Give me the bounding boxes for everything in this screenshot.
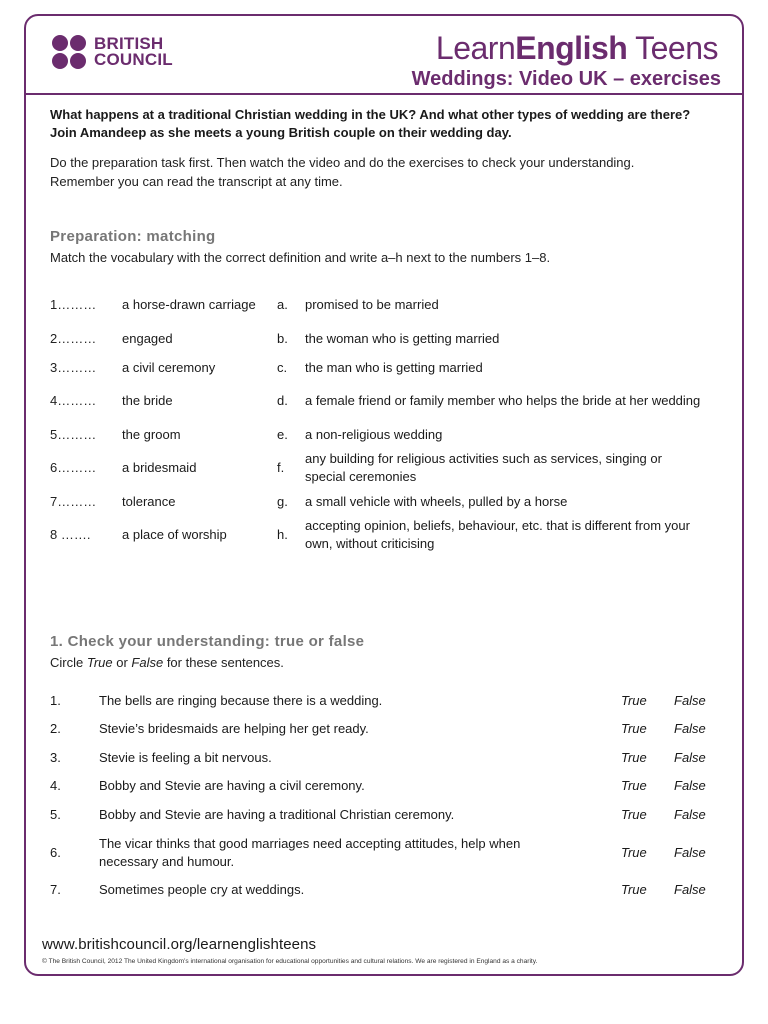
matching-letter: h. [277, 527, 288, 542]
statement-text: Sometimes people cry at weddings. [99, 881, 305, 897]
intro-text [50, 153, 720, 191]
logo-line1: BRITISH [94, 34, 164, 53]
check-title: 1. Check your understanding: true or false [50, 633, 365, 650]
intro-line1: Do the preparation task first. Then watch the video and do the exercises to check your understanding. [50, 155, 635, 170]
matching-number[interactable]: 3……… [50, 359, 97, 375]
matching-definition: accepting opinion, beliefs, behaviour, etc. that is different from your own, without criticising [305, 518, 690, 551]
statement-number: 2. [50, 721, 61, 736]
statement-number: 1. [50, 692, 61, 708]
matching-term: a bridesmaid [122, 460, 197, 475]
matching-row [50, 449, 730, 487]
true-option[interactable]: True [621, 778, 647, 793]
true-option[interactable]: True [621, 844, 647, 860]
matching-row [50, 516, 730, 554]
matching-row [50, 487, 730, 516]
matching-letter: c. [277, 359, 288, 375]
statement-text: The vicar thinks that good marriages need accepting attitudes, help when necessary and humour. [99, 835, 521, 869]
statement-text: Bobby and Stevie are having a civil ceremony. [99, 778, 365, 793]
false-option[interactable]: False [674, 778, 706, 793]
statement-text: Stevie is feeling a bit nervous. [99, 749, 272, 765]
check-instruction-false: False [131, 655, 164, 670]
matching-letter: b. [277, 330, 288, 346]
british-council-logo [52, 35, 173, 69]
intro-line2: Remember you can read the transcript at any time. [50, 174, 343, 189]
matching-number[interactable]: 8 ……. [50, 527, 91, 542]
matching-number[interactable]: 6……… [50, 460, 97, 475]
matching-row [50, 286, 730, 324]
matching-definition: promised to be married [305, 297, 439, 312]
statement-text: The bells are ringing because there is a wedding. [99, 692, 383, 708]
preparation-title: Preparation: matching [50, 228, 216, 245]
brand-teens: Teens [627, 30, 718, 66]
matching-term: the bride [122, 393, 173, 408]
matching-letter: f. [277, 460, 285, 475]
statement-number: 7. [50, 881, 61, 897]
british-council-dots-icon [52, 35, 88, 69]
false-option[interactable]: False [674, 692, 706, 708]
logo-line2: COUNCIL [94, 50, 173, 69]
true-false-row [50, 876, 730, 903]
matching-row [50, 420, 730, 449]
matching-definition: the man who is getting married [305, 359, 483, 375]
matching-letter: d. [277, 393, 288, 408]
statement-text: Bobby and Stevie are having a traditional Christian ceremony. [99, 806, 455, 822]
matching-definition: a non-religious wedding [305, 426, 443, 442]
check-instruction-true: True [86, 655, 113, 670]
statement-number: 5. [50, 806, 61, 822]
false-option[interactable]: False [674, 881, 706, 897]
false-option[interactable]: False [674, 749, 706, 765]
matching-letter: a. [277, 297, 288, 312]
false-option[interactable]: False [674, 844, 706, 860]
matching-term: a civil ceremony [122, 359, 216, 375]
brand-english: English [515, 30, 628, 66]
matching-term: engaged [122, 330, 173, 346]
brand-learn: Learn [435, 30, 516, 66]
false-option[interactable]: False [674, 721, 706, 736]
true-false-row [50, 800, 730, 829]
matching-number[interactable]: 4……… [50, 393, 97, 408]
check-instruction [50, 655, 284, 670]
matching-letter: e. [277, 426, 288, 442]
true-false-row [50, 686, 730, 715]
preparation-instruction: Match the vocabulary with the correct definition and write a–h next to the numbers 1–8. [50, 250, 551, 265]
intro-bold-text: What happens at a traditional Christian wedding in the UK? And what other types of wedding are there? Join Amandeep as she meets a young British couple on their wedding day. [50, 107, 691, 140]
matching-letter: g. [277, 493, 288, 509]
true-option[interactable]: True [621, 692, 647, 708]
matching-definition: a female friend or family member who helps the bride at her wedding [305, 393, 701, 408]
matching-row [50, 324, 730, 353]
true-false-row [50, 715, 730, 743]
matching-definition: the woman who is getting married [305, 330, 500, 346]
footer-url[interactable]: www.britishcouncil.org/learnenglishteens [42, 936, 317, 953]
statement-text: Stevie’s bridesmaids are helping her get ready. [99, 721, 369, 736]
true-false-table [50, 686, 730, 903]
statement-number: 4. [50, 778, 61, 793]
matching-table [50, 286, 730, 554]
matching-number[interactable]: 2……… [50, 330, 97, 346]
true-false-row [50, 829, 730, 876]
matching-number[interactable]: 7……… [50, 493, 97, 509]
matching-row [50, 353, 730, 382]
matching-number[interactable]: 1……… [50, 297, 97, 312]
false-option[interactable]: False [674, 806, 706, 822]
matching-definition: a small vehicle with wheels, pulled by a horse [305, 493, 568, 509]
matching-term: a horse-drawn carriage [122, 297, 256, 312]
footer-legal: © The British Council, 2012 The United Kingdom’s international organisation for educational opportunities and cultural relations. We are registered in England as a charity. [42, 958, 538, 965]
true-false-row [50, 743, 730, 772]
check-instruction-pre: Circle [50, 655, 87, 670]
page-title: Weddings: Video UK – exercises [411, 68, 721, 90]
true-false-row [50, 772, 730, 800]
true-option[interactable]: True [621, 806, 647, 822]
matching-term: tolerance [122, 493, 176, 509]
matching-term: a place of worship [122, 527, 227, 542]
matching-row [50, 382, 730, 420]
statement-number: 3. [50, 749, 61, 765]
matching-term: the groom [122, 426, 181, 442]
header-divider [24, 93, 744, 95]
matching-definition: any building for religious activities such as services, singing or special ceremonies [305, 451, 662, 484]
true-option[interactable]: True [621, 749, 647, 765]
check-instruction-mid: or [112, 655, 132, 670]
statement-number: 6. [50, 844, 61, 860]
matching-number[interactable]: 5……… [50, 426, 97, 442]
check-instruction-post: for these sentences. [163, 655, 284, 670]
true-option[interactable]: True [621, 881, 647, 897]
learnenglish-teens-brand [436, 30, 718, 67]
true-option[interactable]: True [621, 721, 647, 736]
